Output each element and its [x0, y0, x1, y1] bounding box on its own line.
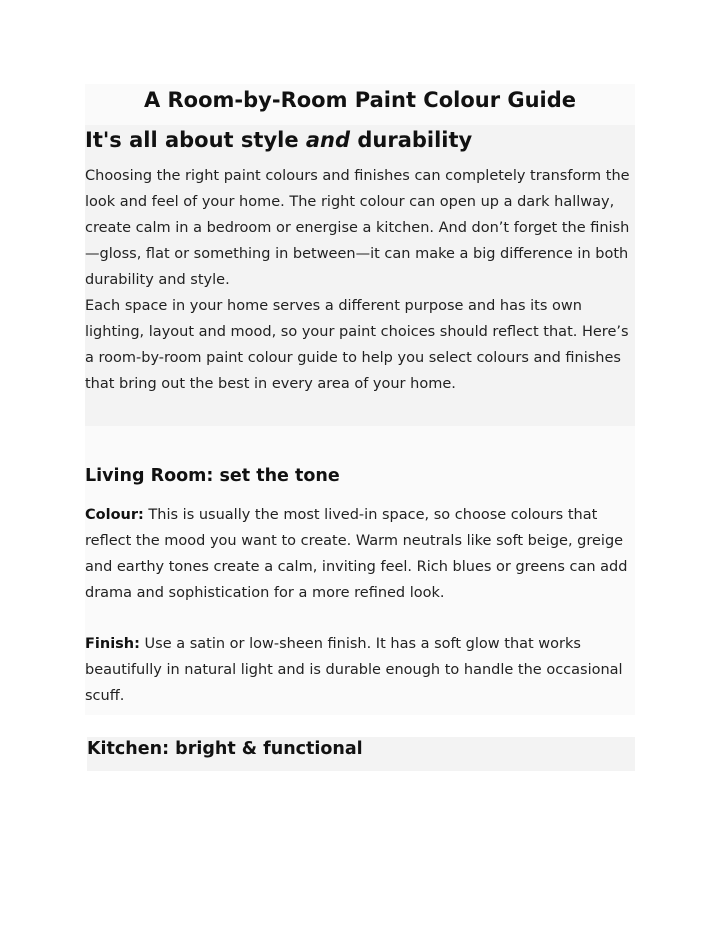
finish-label: Finish:: [85, 636, 140, 652]
living-room-heading: Living Room: set the tone: [85, 466, 340, 486]
living-room-section: [85, 426, 635, 715]
colour-label: Colour:: [85, 507, 144, 523]
living-room-colour-paragraph: [85, 502, 635, 606]
intro-heading-end: durability: [350, 128, 473, 152]
finish-text: Use a satin or low-sheen finish. It has a soft glow that works beautifully in natural light and is durable enough to handle the occasional scuff.: [85, 636, 623, 704]
kitchen-section: [87, 737, 635, 771]
intro-heading-emphasis: and: [305, 128, 351, 152]
intro-paragraph-1: Choosing the right paint colours and finishes can completely transform the look and feel of your home. The right colour can open up a dark hallway, create calm in a bedroom or energise a kitchen. And don’t forget the finish—gloss, flat or something in between—it can make a big difference in both durability and style.: [85, 168, 630, 288]
intro-paragraph-2: Each space in your home serves a different purpose and has its own lighting, layout and mood, so your paint choices should reflect that. Here’s a room-by-room paint colour guide to help you select colours and finishes that bring out the best in every area of your home.: [85, 298, 629, 392]
living-room-finish-paragraph: [85, 631, 635, 709]
intro-heading: [85, 125, 635, 154]
kitchen-heading: Kitchen: bright & functional: [87, 739, 363, 759]
colour-text: This is usually the most lived-in space, so choose colours that reflect the mood you want to create. Warm neutrals like soft beige, greige and earthy tones create a calm, inviting feel. Rich blues or greens can add drama and sophistication for a more refined look.: [85, 507, 628, 601]
page-title: A Room-by-Room Paint Colour Guide: [143, 88, 577, 112]
intro-heading-start: It's all about style: [85, 128, 306, 152]
title-band: [85, 84, 635, 125]
intro-section: [85, 125, 635, 426]
